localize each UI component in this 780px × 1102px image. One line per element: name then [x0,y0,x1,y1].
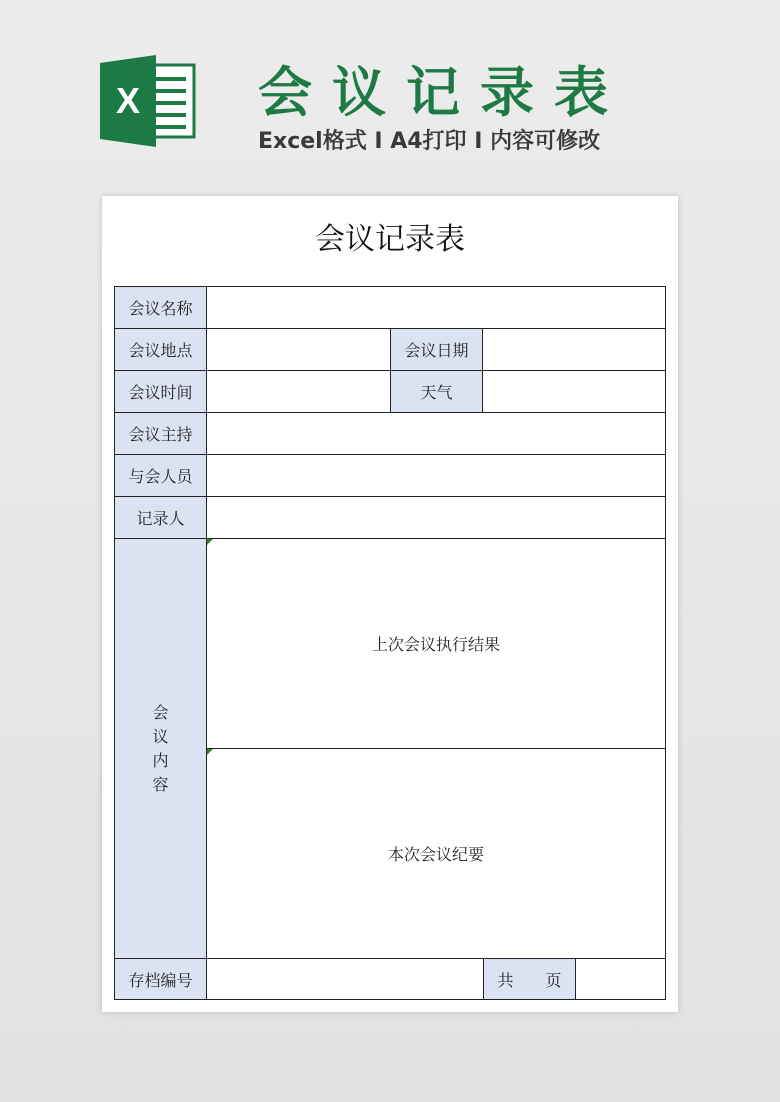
weather-label: 天气 [391,371,483,413]
current-meeting-summary-label: 本次会议纪要 [387,845,484,864]
meeting-name-label: 会议名称 [115,287,207,329]
meeting-date-label: 会议日期 [391,329,483,371]
weather-field[interactable] [483,371,665,413]
meeting-content-label-char: 容 [152,774,169,794]
last-meeting-result-area[interactable] [207,539,665,749]
meeting-location-label: 会议地点 [115,329,207,371]
attendees-label: 与会人员 [115,455,207,497]
current-meeting-summary-area[interactable] [207,749,665,959]
banner-subtitle: Excel格式 I A4打印 I 内容可修改 [258,129,601,154]
total-pages-field[interactable] [576,959,665,999]
cell-comment-marker-icon [207,539,213,545]
meeting-content-label-char: 内 [152,750,169,770]
cell-comment-marker-icon [207,749,213,755]
meeting-content-label-char: 议 [152,726,169,746]
meeting-location-field[interactable] [207,329,391,371]
meeting-content-label [115,539,207,959]
archive-number-label: 存档编号 [115,959,207,999]
recorder-label: 记录人 [115,497,207,539]
last-meeting-result-label: 上次会议执行结果 [371,635,500,654]
meeting-date-field[interactable] [483,329,665,371]
total-pages-label: 共 页 [484,959,576,999]
meeting-record-form [114,286,666,1000]
archive-number-field[interactable] [207,959,484,999]
meeting-host-field[interactable] [207,413,665,455]
attendees-field[interactable] [207,455,665,497]
meeting-time-field[interactable] [207,371,391,413]
meeting-time-label: 会议时间 [115,371,207,413]
banner-title: 会议记录表 [258,61,628,124]
document-sheet [102,196,678,1012]
excel-logo-letter: X [115,80,141,121]
banner [0,0,780,180]
meeting-content-label-char: 会 [152,702,169,722]
sheet-title: 会议记录表 [315,222,465,257]
meeting-name-field[interactable] [207,287,665,329]
excel-logo-icon [100,55,196,147]
meeting-host-label: 会议主持 [115,413,207,455]
recorder-field[interactable] [207,497,665,539]
